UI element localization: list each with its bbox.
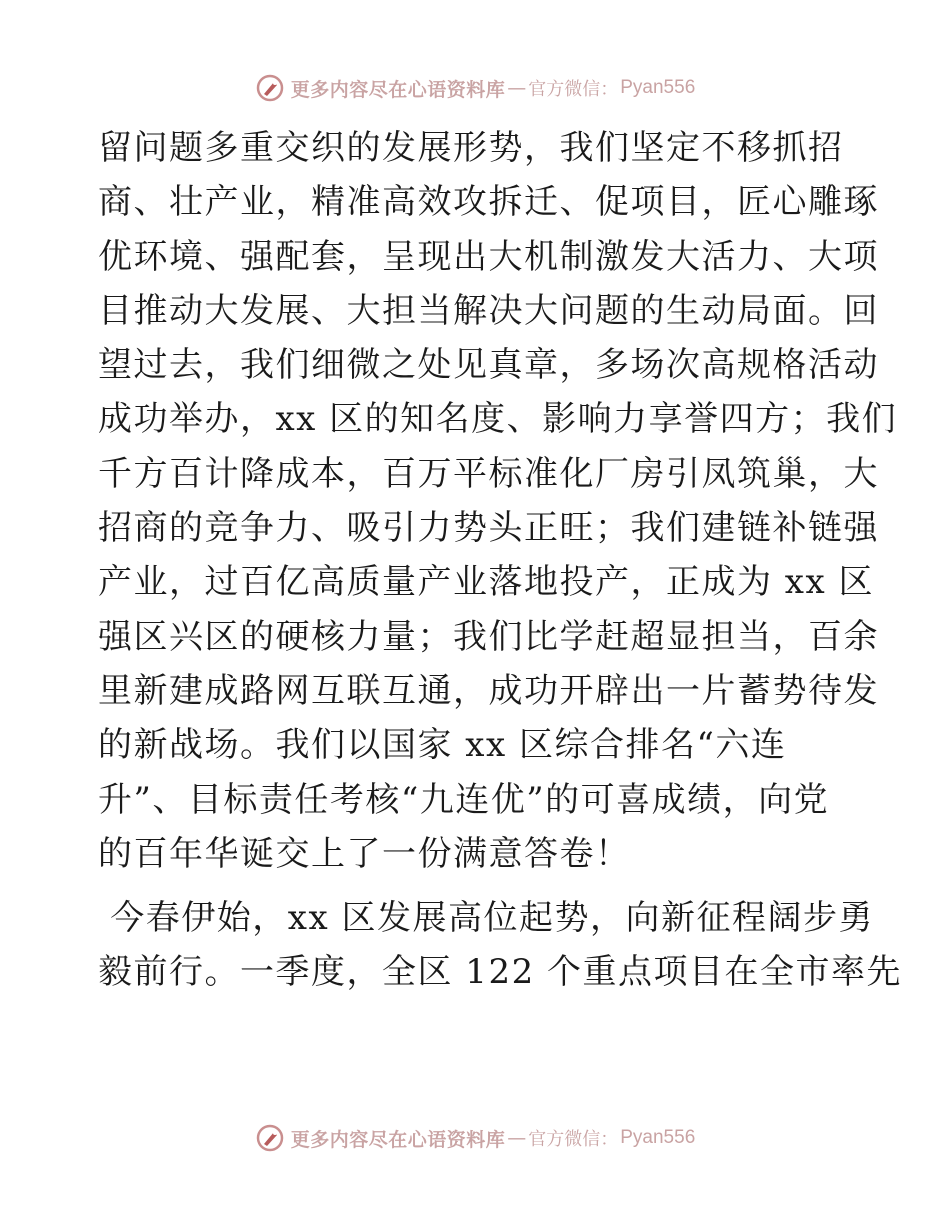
- text-line: 优环境、强配套，呈现出大机制激发大活力、大项: [98, 236, 879, 277]
- text-line: 强区兴区的硬核力量；我们比学赶超显担当，百余: [98, 616, 879, 657]
- watermark-site-name: 更多内容尽在心语资料库: [290, 1128, 506, 1151]
- document-body: [98, 121, 903, 1000]
- text-line: 成功举办，xx 区的知名度、影响力享誉四方；我们: [98, 399, 898, 440]
- text-line: 里新建成路网互联互通，成功开辟出一片蓄势待发: [98, 670, 879, 711]
- text-line: 千方百计降成本，百万平标准化厂房引凤筑巢，大: [98, 453, 879, 494]
- watermark-official-label: 官方微信：: [528, 1129, 619, 1150]
- text-line: 商、壮产业，精准高效攻拆迁、促项目，匠心雕琢: [98, 182, 879, 223]
- text-line: 的百年华诞交上了一份满意答卷！: [98, 833, 631, 874]
- watermark-dash: —: [507, 1127, 527, 1149]
- watermark-official-label: 官方微信：: [528, 79, 619, 100]
- paragraph: [98, 891, 903, 1000]
- text-line: 的新战场。我们以国家 xx 区综合排名“六连: [98, 725, 787, 766]
- text-line: 望过去，我们细微之处见真章，多场次高规格活动: [98, 345, 879, 386]
- watermark-wechat-id: Pyan556: [620, 1127, 696, 1148]
- text-line: 今春伊始，xx 区发展高位起势，向新征程阔步勇: [98, 898, 874, 939]
- text-line: 产业，过百亿高质量产业落地投产，正成为 xx 区: [98, 562, 874, 603]
- text-line: 目推动大发展、大担当解决大问题的生动局面。回: [98, 290, 879, 331]
- text-line: 留问题多重交织的发展形势，我们坚定不移抓招: [98, 128, 844, 168]
- pen-nib-logo-icon: [255, 1123, 285, 1153]
- text-line: 毅前行。一季度，全区 122 个重点项目在全市率先: [98, 952, 903, 993]
- watermark-dash: —: [507, 77, 527, 99]
- watermark-wechat-id: Pyan556: [620, 77, 696, 98]
- paragraph: [98, 121, 898, 881]
- header-watermark-banner: [0, 68, 950, 108]
- pen-nib-logo-icon: [255, 73, 285, 103]
- text-line: 升”、目标责任考核“九连优”的可喜成绩，向党: [98, 779, 830, 820]
- watermark-site-name: 更多内容尽在心语资料库: [290, 78, 506, 101]
- text-line: 招商的竞争力、吸引力势头正旺；我们建链补链强: [98, 508, 879, 549]
- footer-watermark-banner: [0, 1118, 950, 1158]
- paragraph-gap: [98, 881, 858, 891]
